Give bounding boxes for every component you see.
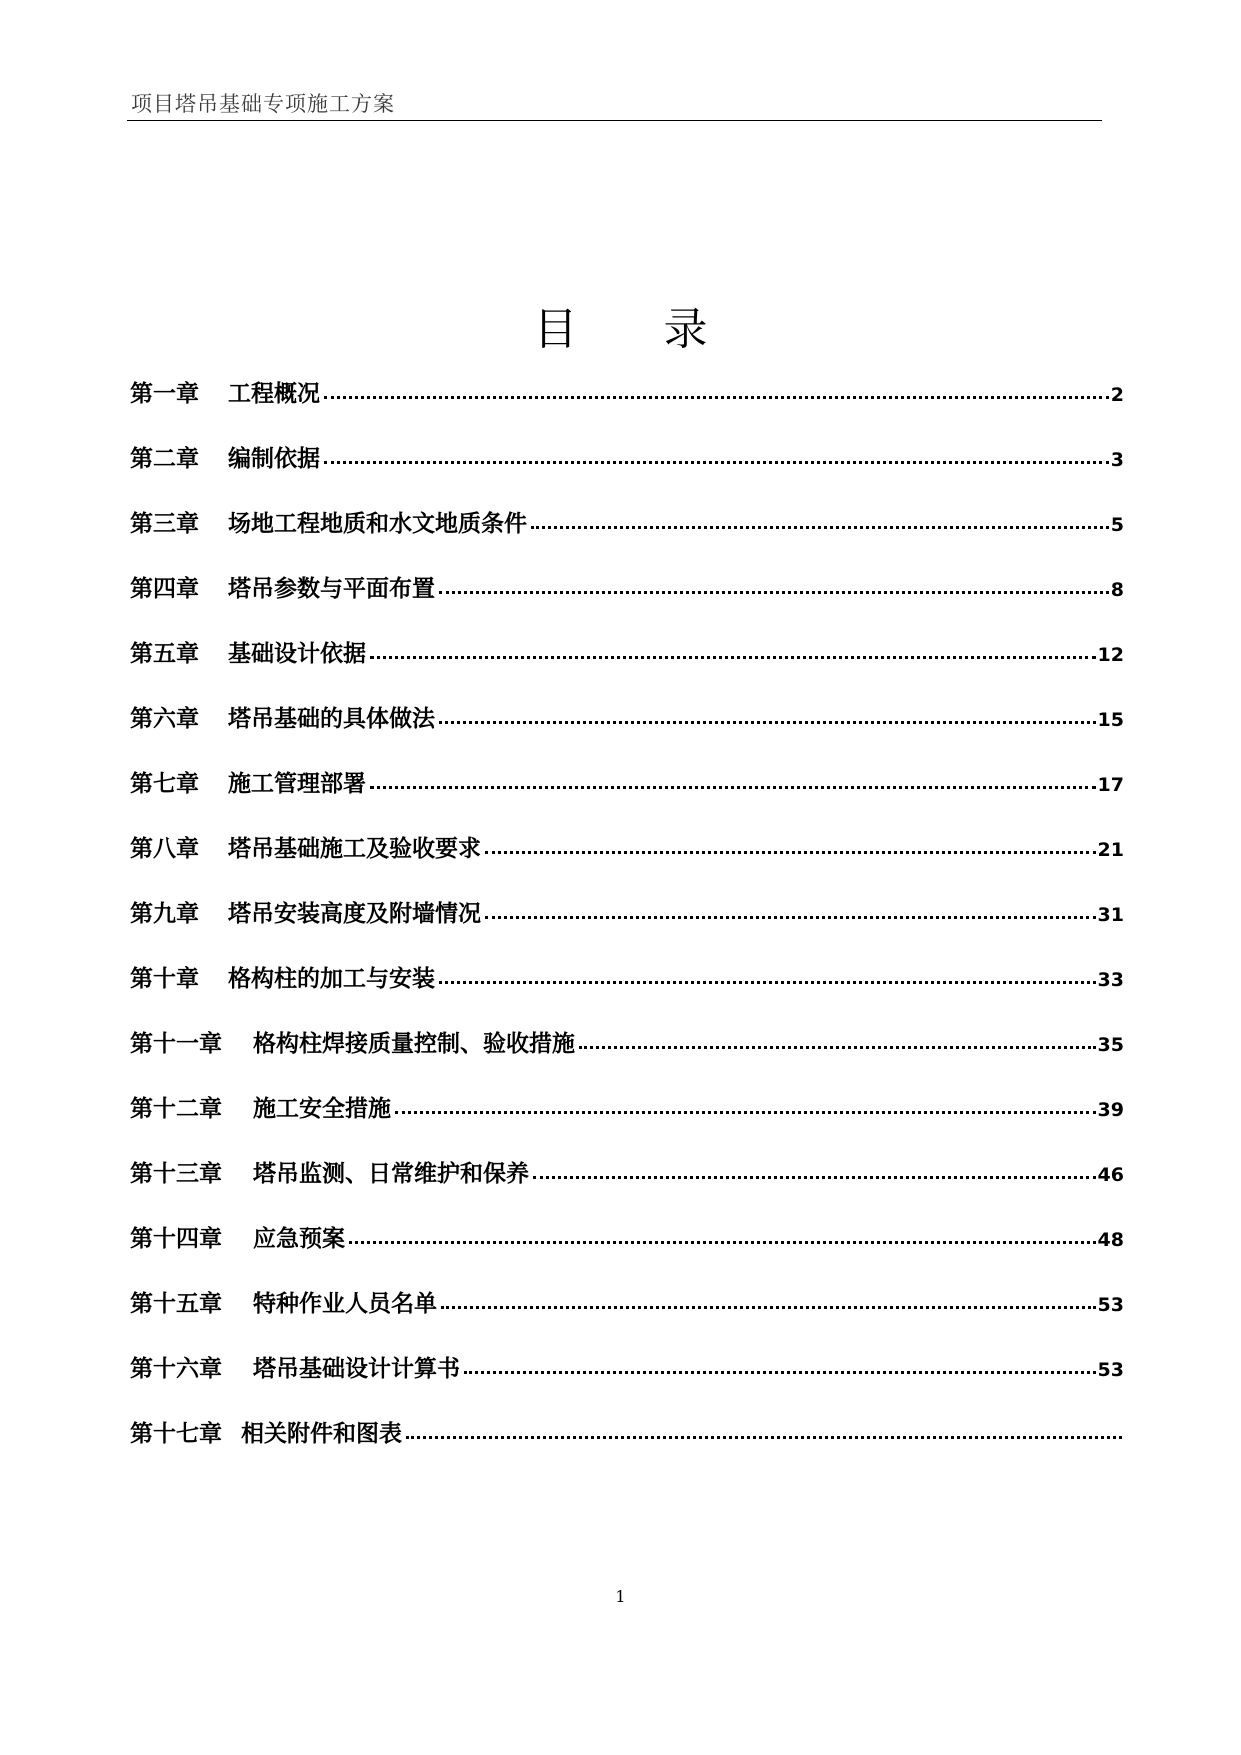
- toc-chapter-number: 第九章: [130, 901, 199, 927]
- toc-dot-leader: [439, 977, 1096, 984]
- toc-dot-leader: [324, 392, 1109, 399]
- toc-entry[interactable]: [130, 1415, 1124, 1480]
- toc-dot-leader: [324, 457, 1109, 464]
- toc-chapter-title: 施工管理部署: [228, 771, 366, 797]
- toc-entry[interactable]: [130, 700, 1124, 765]
- toc-chapter-title: 塔吊参数与平面布置: [228, 576, 435, 602]
- table-of-contents: [130, 375, 1124, 1480]
- toc-chapter-title: 施工安全措施: [253, 1096, 391, 1122]
- toc-dot-leader: [464, 1367, 1096, 1374]
- toc-chapter-title: 格构柱的加工与安装: [228, 966, 435, 992]
- toc-entry[interactable]: [130, 765, 1124, 830]
- toc-page-number: 5: [1110, 514, 1124, 536]
- toc-entry[interactable]: [130, 1025, 1124, 1090]
- toc-dot-leader: [439, 717, 1096, 724]
- toc-entry[interactable]: [130, 1285, 1124, 1350]
- toc-dot-leader: [579, 1042, 1096, 1049]
- toc-page-number: 3: [1110, 449, 1124, 471]
- toc-dot-leader: [395, 1107, 1096, 1114]
- toc-entry[interactable]: [130, 570, 1124, 635]
- toc-page-number: 46: [1097, 1164, 1124, 1186]
- toc-dot-leader: [349, 1237, 1096, 1244]
- toc-chapter-number: 第三章: [130, 511, 199, 537]
- toc-entry[interactable]: [130, 960, 1124, 1025]
- toc-dot-leader: [485, 912, 1096, 919]
- toc-page-number: 21: [1097, 839, 1124, 861]
- toc-chapter-number: 第七章: [130, 771, 199, 797]
- toc-page-number: 35: [1097, 1034, 1124, 1056]
- toc-entry[interactable]: [130, 830, 1124, 895]
- toc-page-number: 12: [1097, 644, 1124, 666]
- toc-page-number: 53: [1097, 1294, 1124, 1316]
- toc-chapter-title: 塔吊监测、日常维护和保养: [253, 1161, 529, 1187]
- toc-chapter-title: 塔吊基础施工及验收要求: [228, 836, 481, 862]
- toc-dot-leader: [485, 847, 1096, 854]
- toc-chapter-number: 第十四章: [130, 1226, 222, 1252]
- toc-chapter-number: 第六章: [130, 706, 199, 732]
- page-number: 1: [615, 1587, 626, 1606]
- toc-chapter-number: 第一章: [130, 381, 199, 407]
- toc-page-number: 53: [1097, 1359, 1124, 1381]
- toc-chapter-title: 应急预案: [253, 1226, 345, 1252]
- toc-chapter-number: 第十一章: [130, 1031, 222, 1057]
- toc-page-number: 15: [1097, 709, 1124, 731]
- toc-chapter-title: 编制依据: [228, 446, 320, 472]
- toc-page-number: 8: [1110, 579, 1124, 601]
- toc-page-number: 31: [1097, 904, 1124, 926]
- toc-chapter-title: 基础设计依据: [228, 641, 366, 667]
- toc-chapter-number: 第十七章: [130, 1421, 222, 1447]
- toc-chapter-number: 第十五章: [130, 1291, 222, 1317]
- toc-page-number: 33: [1097, 969, 1124, 991]
- page-header: [127, 86, 1102, 121]
- toc-chapter-title: 格构柱焊接质量控制、验收措施: [253, 1031, 575, 1057]
- toc-chapter-number: 第十章: [130, 966, 199, 992]
- toc-chapter-number: 第十六章: [130, 1356, 222, 1382]
- toc-chapter-number: 第十三章: [130, 1161, 222, 1187]
- toc-page-number: 39: [1097, 1099, 1124, 1121]
- toc-entry[interactable]: [130, 1155, 1124, 1220]
- document-title: 项目塔吊基础专项施工方案: [131, 92, 395, 116]
- toc-chapter-number: 第五章: [130, 641, 199, 667]
- toc-chapter-number: 第八章: [130, 836, 199, 862]
- toc-chapter-title: 塔吊安装高度及附墙情况: [228, 901, 481, 927]
- toc-entry[interactable]: [130, 505, 1124, 570]
- toc-page-number: 48: [1097, 1229, 1124, 1251]
- toc-page-number: 17: [1097, 774, 1124, 796]
- toc-dot-leader: [533, 1172, 1096, 1179]
- toc-chapter-title: 塔吊基础的具体做法: [228, 706, 435, 732]
- toc-chapter-title: 特种作业人员名单: [253, 1291, 437, 1317]
- toc-entry[interactable]: [130, 440, 1124, 505]
- toc-entry[interactable]: [130, 1220, 1124, 1285]
- toc-chapter-title: 场地工程地质和水文地质条件: [228, 511, 527, 537]
- toc-dot-leader: [406, 1432, 1122, 1439]
- toc-entry[interactable]: [130, 1090, 1124, 1155]
- toc-dot-leader: [370, 782, 1096, 789]
- toc-page-number: 2: [1110, 384, 1124, 406]
- toc-chapter-title: 塔吊基础设计计算书: [253, 1356, 460, 1382]
- toc-entry[interactable]: [130, 375, 1124, 440]
- toc-chapter-number: 第二章: [130, 446, 199, 472]
- toc-chapter-title: 相关附件和图表: [241, 1421, 402, 1447]
- toc-dot-leader: [441, 1302, 1096, 1309]
- toc-chapter-title: 工程概况: [228, 381, 320, 407]
- toc-chapter-number: 第十二章: [130, 1096, 222, 1122]
- toc-dot-leader: [531, 522, 1109, 529]
- toc-dot-leader: [439, 587, 1109, 594]
- toc-chapter-number: 第四章: [130, 576, 199, 602]
- toc-heading: 目 录: [533, 304, 744, 355]
- toc-dot-leader: [370, 652, 1096, 659]
- toc-entry[interactable]: [130, 895, 1124, 960]
- toc-entry[interactable]: [130, 1350, 1124, 1415]
- toc-entry[interactable]: [130, 635, 1124, 700]
